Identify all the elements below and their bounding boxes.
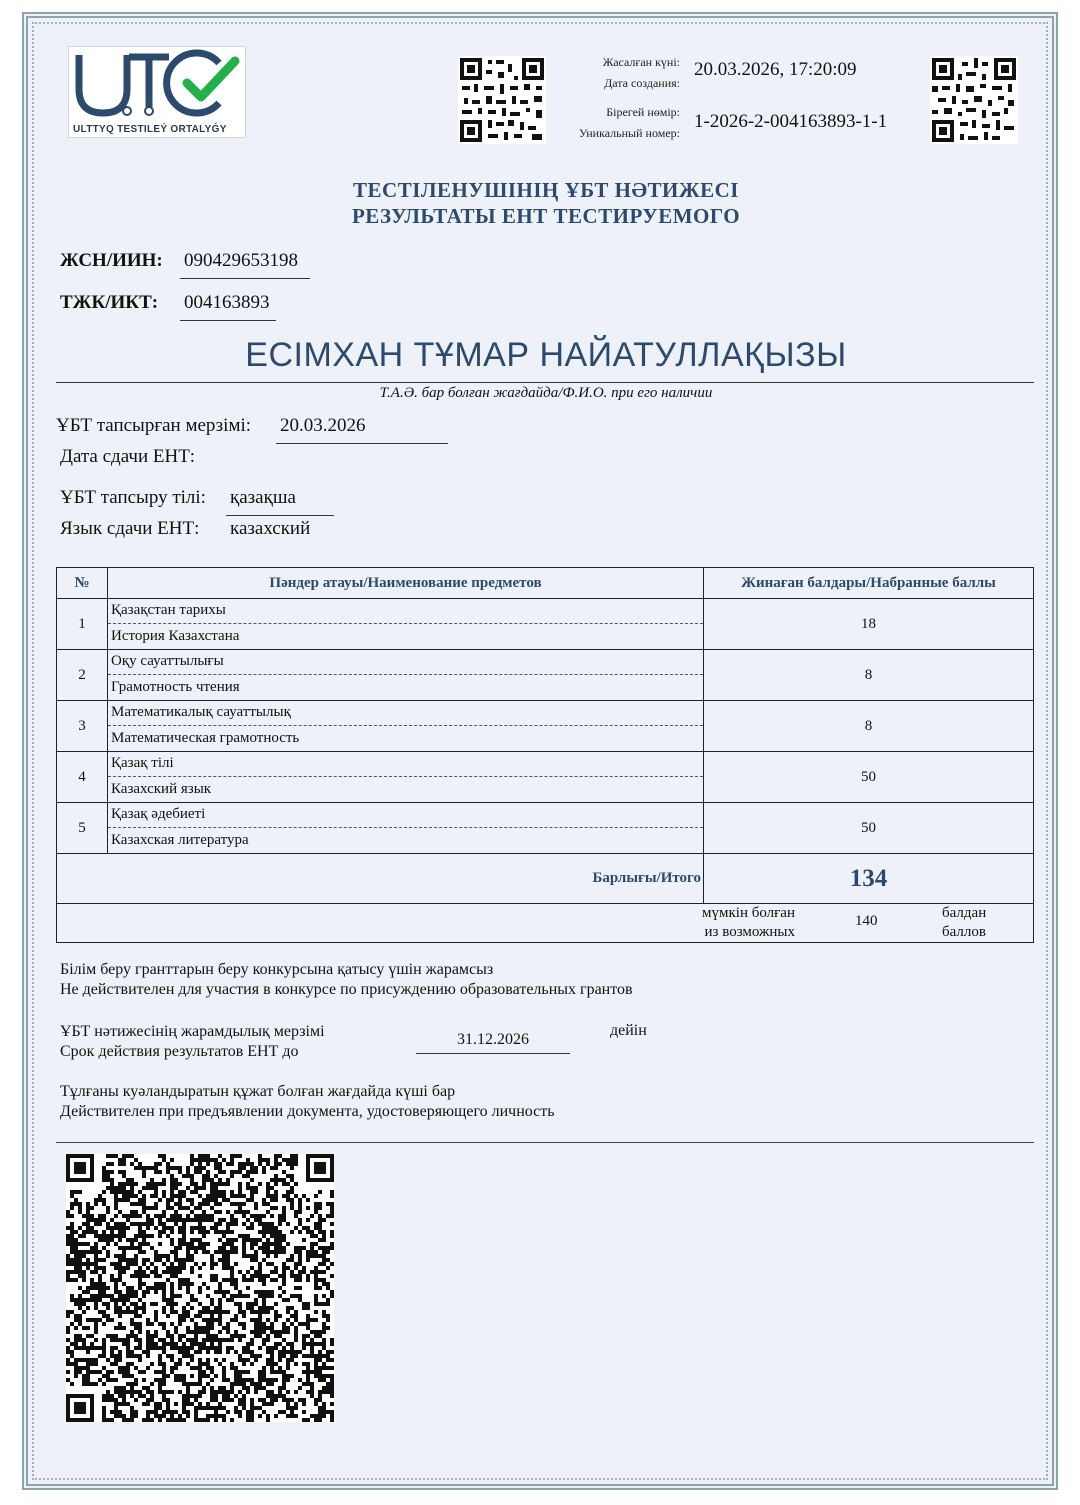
table-row — [57, 701, 1034, 752]
row-subject — [108, 650, 704, 701]
iin-label: ЖСН/ИИН: — [60, 250, 163, 271]
subject-name-ru: Математическая грамотность — [111, 730, 300, 746]
subject-name-ru: История Казахстана — [111, 628, 240, 644]
title-ru: РЕЗУЛЬТАТЫ ЕНТ ТЕСТИРУЕМОГО — [351, 204, 741, 228]
unique-number-label: Бірегей нөмір: Уникальный номер: — [578, 105, 680, 140]
possible-unit: балдан баллов — [942, 905, 987, 940]
logo-caption: ULTTYQ TESTILEÝ ORTALYǴY — [73, 124, 227, 135]
table-row — [57, 752, 1034, 803]
bottom-divider — [56, 1142, 1034, 1143]
subject-name-kz: Математикалық сауаттылық — [108, 701, 703, 726]
results-table — [56, 567, 1034, 943]
row-subject — [108, 599, 704, 650]
id-note-kz: Тұлғаны куәландыратын құжат болған жағдайда күші бар — [60, 1083, 456, 1100]
row-subject — [108, 701, 704, 752]
row-score: 18 — [704, 599, 1034, 650]
row-number: 4 — [57, 752, 108, 803]
exam-date-label-ru: Дата сдачи ЕНТ: — [60, 446, 196, 467]
id-note — [60, 1082, 555, 1122]
total-value: 134 — [704, 854, 1034, 904]
row-score: 50 — [704, 752, 1034, 803]
validity-suffix: дейін — [610, 1022, 647, 1039]
utc-logo-icon — [69, 47, 245, 123]
created-label: Жасалған күні: Дата создания: — [602, 55, 680, 90]
id-note-ru: Действителен при предъявлении документа, удостоверяющего личность — [60, 1103, 555, 1120]
subject-name-ru: Казахский язык — [111, 781, 212, 797]
subject-name-ru: Казахская литература — [111, 832, 249, 848]
iin-value: 090429653198 — [180, 250, 310, 279]
row-subject — [108, 752, 704, 803]
subject-name-kz: Қазақстан тарихы — [108, 599, 703, 624]
validity-date: 31.12.2026 — [416, 1031, 570, 1054]
exam-lang-label-ru: Язык сдачи ЕНТ: — [60, 518, 200, 539]
grant-note — [60, 960, 633, 1000]
row-score: 8 — [704, 650, 1034, 701]
total-row — [57, 854, 1034, 904]
title-kz: ТЕСТІЛЕНУШІНІҢ ҰБТ НӘТИЖЕСІ — [353, 178, 739, 202]
possible-label: мүмкін болған из возможных — [702, 905, 795, 940]
validity-label — [60, 1022, 325, 1062]
certificate-frame — [22, 12, 1058, 1490]
subject-name-kz: Қазақ тілі — [108, 752, 703, 777]
exam-lang-value-ru: казахский — [230, 518, 311, 539]
subject-name-kz: Оқу сауаттылығы — [108, 650, 703, 675]
qr-code-large — [66, 1154, 334, 1422]
subject-name-ru: Грамотность чтения — [111, 679, 240, 695]
name-underline — [56, 382, 1034, 383]
subject-name-kz: Қазақ әдебиеті — [108, 803, 703, 828]
possible-row — [57, 904, 1034, 943]
full-name: ЕСІМХАН ТҰМАР НАЙАТУЛЛАҚЫЗЫ — [245, 336, 847, 374]
grant-note-ru: Не действителен для участия в конкурсе по присуждению образовательных грантов — [60, 981, 633, 998]
exam-date-value: 20.03.2026 — [276, 415, 448, 444]
possible-cell — [57, 904, 1034, 943]
ikt-value: 004163893 — [180, 292, 276, 321]
row-number: 3 — [57, 701, 108, 752]
unique-number-value: 1-2026-2-004163893-1-1 — [694, 111, 888, 132]
exam-lang-value-kz: қазақша — [226, 487, 334, 516]
grant-note-kz: Білім беру гранттарын беру конкурсына қатысу үшін жарамсыз — [60, 961, 494, 978]
total-label: Барлығы/Итого — [57, 854, 704, 904]
created-value: 20.03.2026, 17:20:09 — [694, 59, 857, 80]
exam-date-label-kz: ҰБТ тапсырған мерзімі: — [56, 415, 252, 436]
name-caption: Т.А.Ә. бар болған жағдайда/Ф.И.О. при его наличии — [379, 385, 713, 401]
row-number: 5 — [57, 803, 108, 854]
row-score: 8 — [704, 701, 1034, 752]
validity-label-kz: ҰБТ нәтижесінің жарамдылық мерзімі — [60, 1023, 325, 1040]
table-row — [57, 650, 1034, 701]
table-row — [57, 803, 1034, 854]
exam-lang-label-kz: ҰБТ тапсыру тілі: — [60, 487, 206, 508]
row-score: 50 — [704, 803, 1034, 854]
utc-logo — [68, 46, 246, 138]
ikt-label: ТЖК/ИКТ: — [60, 292, 159, 313]
header-score: Жинаған балдары/Набранные баллы — [704, 568, 1034, 599]
qr-code-top-right — [930, 56, 1018, 144]
possible-value: 140 — [855, 913, 878, 929]
table-row — [57, 599, 1034, 650]
table-header-row — [57, 568, 1034, 599]
header-subject: Пәндер атауы/Наименование предметов — [108, 568, 704, 599]
row-number: 2 — [57, 650, 108, 701]
header-number: № — [57, 568, 108, 599]
row-number: 1 — [57, 599, 108, 650]
validity-label-ru: Срок действия результатов ЕНТ до — [60, 1043, 299, 1060]
row-subject — [108, 803, 704, 854]
